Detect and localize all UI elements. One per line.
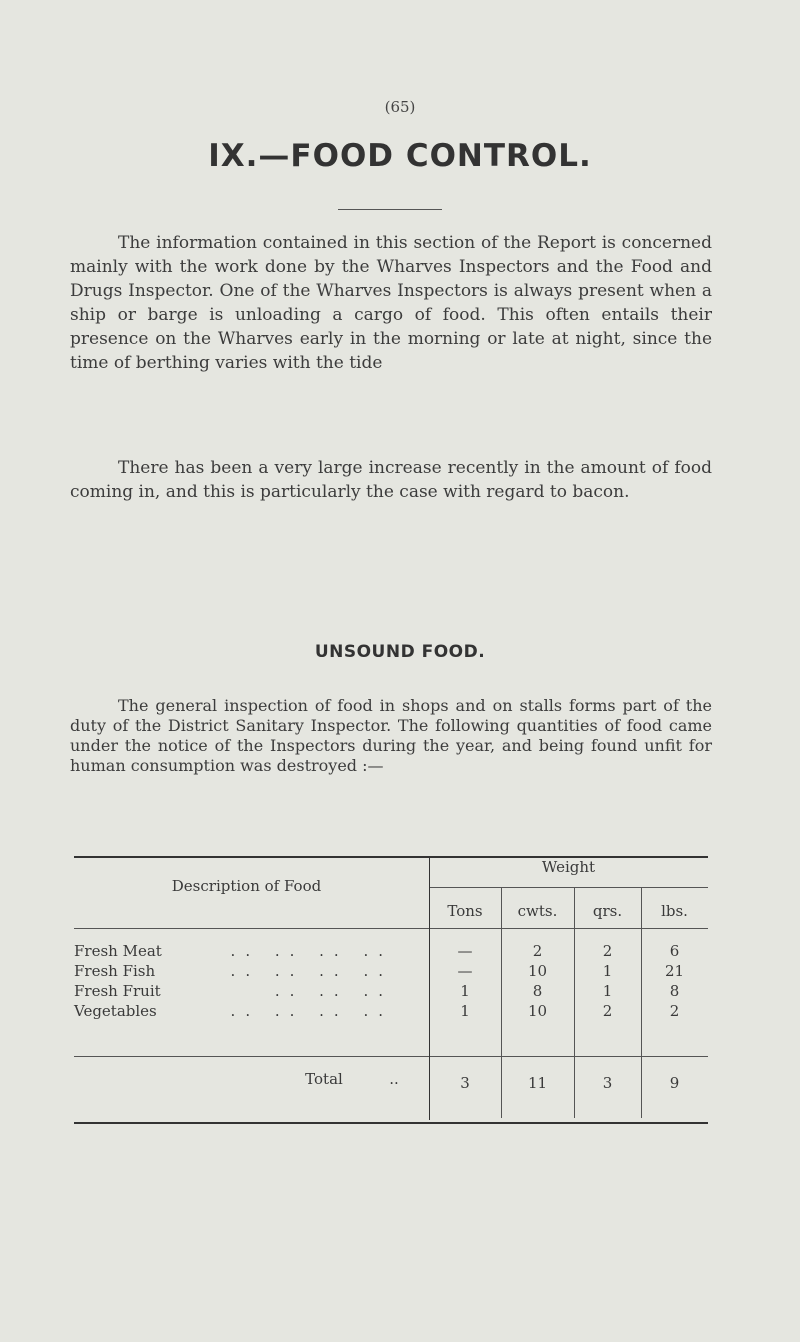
bacon-paragraph: There has been a very large increase recently in the amount of food coming in, and this is particularly the case with regard to bacon.	[70, 458, 712, 502]
unsound-food-table	[74, 856, 708, 1128]
tons-value: 1	[460, 982, 470, 1000]
dot-leader: .. .. ..	[274, 982, 393, 1000]
total-dot-leader: ..	[389, 1070, 399, 1088]
table-row	[74, 982, 419, 1000]
cwts-value: 2	[532, 942, 543, 960]
total-tons: 3	[460, 1074, 470, 1092]
qrs-header: qrs.	[592, 902, 623, 920]
total-label: Total	[305, 1070, 343, 1088]
dot-leader: .. .. .. ..	[230, 962, 393, 980]
page-title: IX.—FOOD CONTROL.	[208, 138, 592, 174]
dot-leader: .. .. .. ..	[230, 942, 393, 960]
food-name: Fresh Fish	[74, 962, 156, 980]
total-qrs: 3	[602, 1074, 613, 1092]
tons-value: —	[457, 962, 473, 980]
table-row	[74, 1002, 419, 1020]
lbs-value: 2	[669, 1002, 680, 1020]
qrs-value: 1	[602, 962, 613, 980]
total-rule	[74, 1056, 708, 1057]
cwts-header: cwts.	[517, 902, 558, 920]
intro-paragraph: The information contained in this section of the Report is concerned mainly with the work done by the Wharves Inspectors and the Food and Drugs Inspector. One of the Wharves Inspectors is always present when a ship or barge is unloading a cargo of food. This often entails their presence on the Wharves early in the morning or late at night, since the time of berthing varies with the tide	[70, 233, 712, 373]
section-title: UNSOUND FOOD.	[314, 642, 486, 662]
lbs-value: 8	[669, 982, 680, 1000]
food-name: Fresh Fruit	[74, 982, 161, 1000]
table-bottom-rule	[74, 1122, 708, 1124]
total-lbs: 9	[669, 1074, 680, 1092]
qrs-value: 2	[602, 1002, 613, 1020]
table-row	[74, 942, 419, 960]
cwts-value: 8	[532, 982, 543, 1000]
lbs-value: 21	[664, 962, 685, 980]
page-number: (65)	[384, 98, 416, 116]
table-row	[74, 962, 419, 980]
tons-value: 1	[460, 1002, 470, 1020]
lbs-header: lbs.	[661, 902, 688, 920]
food-name: Vegetables	[74, 1002, 157, 1020]
section-paragraph: The general inspection of food in shops and on stalls forms part of the duty of the District Sanitary Inspector. The following quantities of food came under the notice of the Inspectors during the year, and being found unfit for human consumption was destroyed :—	[70, 696, 712, 775]
tons-header: Tons	[447, 902, 483, 920]
food-name: Fresh Meat	[74, 942, 162, 960]
description-header: Description of Food	[171, 877, 322, 895]
title-divider	[338, 209, 442, 210]
qrs-value: 2	[602, 942, 613, 960]
dot-leader: .. .. .. ..	[230, 1002, 393, 1020]
weight-underline	[429, 887, 708, 888]
weight-header: Weight	[541, 858, 596, 876]
lbs-value: 6	[669, 942, 680, 960]
total-cwts: 11	[527, 1074, 548, 1092]
cwts-value: 10	[527, 1002, 548, 1020]
qrs-value: 1	[602, 982, 613, 1000]
cwts-value: 10	[527, 962, 548, 980]
header-bottom-rule	[74, 928, 708, 929]
tons-value: —	[457, 942, 473, 960]
